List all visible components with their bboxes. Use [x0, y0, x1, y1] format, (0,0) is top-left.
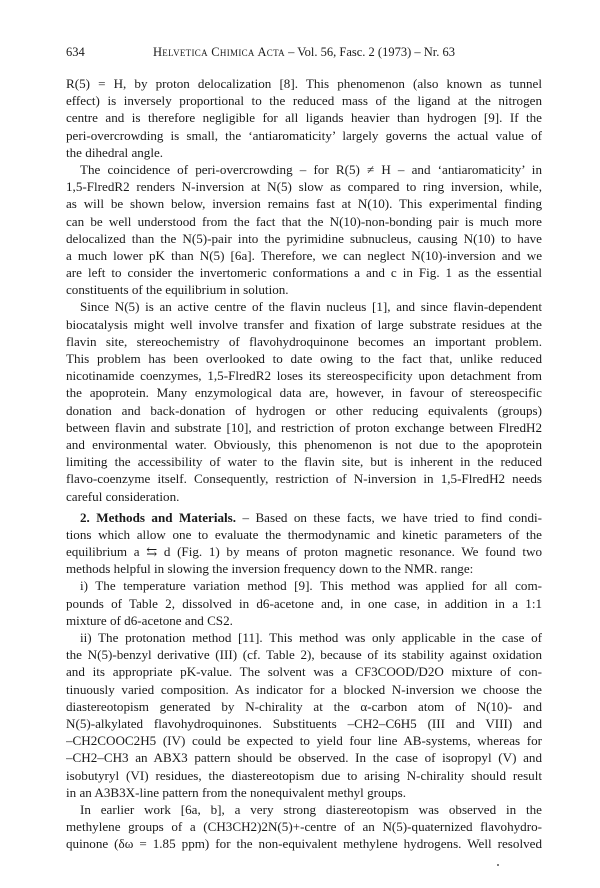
text-line: a much lower pK than N(5) [6a]. Therefore, we can neglect N(10)-inversion and we	[66, 247, 542, 263]
paragraph-7	[66, 801, 542, 853]
text-line: donation and back-donation of hydrogen or other reducing equivalents (groups)	[66, 402, 542, 418]
text-line: mixture of d6-acetone and CS2.	[66, 612, 233, 628]
text-line: between flavin and substrate [10], and restriction of proton exchange between FlredH2	[66, 419, 542, 435]
text-line: tinuously varied composition. As indicator for a blocked N-inversion we choose the	[66, 681, 542, 697]
text-line: constituents of the equilibrium in solution.	[66, 282, 289, 298]
journal-header	[66, 44, 542, 60]
text-line: limiting the accessibility of water to the flavin site, but is inherent in the reduced	[66, 454, 542, 470]
text-line: quinone (δω = 1.85 ppm) for the non-equivalent methylene hydrogens. Well resolved	[66, 836, 542, 852]
text-line: Since N(5) is an active centre of the flavin nucleus [1], and since flavin-dependent	[80, 299, 542, 315]
text-line: methods helpful in slowing the inversion frequency down to the NMR. range:	[66, 561, 474, 577]
text-line: In earlier work [6a, b], a very strong diastereotopism was observed in the	[80, 801, 542, 817]
text-line: pounds of Table 2, dissolved in d6-acetone and, in one case, in addition in a 1:1	[66, 595, 542, 611]
text-line: –CH2COOC2H5 (IV) could be expected to yield four line AB-systems, whereas for	[66, 733, 542, 749]
text-line: the N(5)-benzyl derivative (III) (cf. Table 2), because of its stability against oxidation	[66, 647, 542, 663]
text-line: tions which allow one to evaluate the thermodynamic and kinetic parameters of the	[66, 526, 542, 542]
text-line: i) The temperature variation method [9]. This method was applied for all com-	[80, 578, 542, 594]
body-text	[66, 75, 542, 852]
text-line: flavin site, stereochemistry of flavohydroquinone becomes an important problem.	[66, 333, 542, 349]
text-line: R(5) = H, by proton delocalization [8]. This phenomenon (also known as tunnel	[66, 76, 542, 91]
text-line: The coincidence of peri-overcrowding – for R(5) ≠ H – and ‘antiaromaticity’ in	[80, 161, 542, 177]
text-line: the apoprotein. Many enzymological data are, however, in favour of stereospecific	[66, 385, 542, 401]
text-line: methylene groups of a (CH3CH2)2N(5)+-centre of an N(5)-quaternized flavohydro-	[66, 819, 542, 835]
paragraph-method-i	[66, 577, 542, 629]
text-line: as will be shown below, inversion remains fast at N(10). This experimental finding	[66, 196, 542, 212]
text-line: delocalized than the N(5)-pair into the pyrimidine subnucleus, causing N(10) to have	[66, 230, 542, 246]
page-number: 634	[66, 45, 85, 59]
text-line: nicotinamide coenzymes, 1,5-FlredR2 loses its stereospecificity upon detachment from	[66, 368, 542, 384]
section-lead-text: – Based on these facts, we have tried to find condi-	[236, 509, 542, 525]
text-line: are left to consider the invertomeric conformations a and c in Fig. 1 as the essential	[66, 265, 542, 281]
text-line	[66, 509, 542, 526]
paragraph-3	[66, 298, 542, 504]
journal-name: Helvetica Chimica Acta	[152, 45, 285, 59]
paragraph-method-ii	[66, 629, 542, 801]
text-line: the dihedral angle.	[66, 144, 164, 160]
text-line: centre and is therefore negligible for all ligands heavier than hydrogen [9]. If the	[66, 110, 542, 126]
text-line: can be well understood from the fact that the N(10)-non-bonding pair is much more	[66, 213, 542, 229]
section-heading: 2. Methods and Materials.	[80, 509, 237, 525]
text-line: careful consideration.	[66, 488, 180, 504]
running-header	[66, 44, 542, 60]
text-line: –CH2–CH3 an ABX3 pattern should be observed. In the case of isopropyl (V) and	[66, 750, 542, 766]
text-line: and its appropriate pK-value. The solvent was a CF3COOD/D2O mixture of con-	[66, 664, 542, 680]
text-line: isobutyryl (VI) residues, the diastereotopism due to arising N-chirality should result	[66, 767, 542, 783]
text-line: flavo-coenzyme itself. Consequently, restriction of N-inversion in 1,5-FlredH2 needs	[66, 471, 542, 487]
text-line: equilibrium a ⇆ d (Fig. 1) by means of proton magnetic resonance. We found two	[66, 544, 542, 560]
page-speck	[497, 864, 499, 866]
paragraph-2	[66, 161, 542, 299]
text-line: biocatalysis might well involve transfer and fixation of large substrate residues at the	[66, 316, 542, 332]
paragraph-1	[66, 75, 542, 161]
text-line: N(5)-alkylated flavohydroquinones. Substituents –CH2–C6H5 (III and VIII) and	[66, 715, 542, 731]
text-line: 1,5-FlredR2 renders N-inversion at N(5) slow as compared to ring inversion, while,	[66, 179, 542, 195]
text-line: in an A3B3X-line pattern from the nonequivalent methyl groups.	[66, 784, 407, 800]
text-line: and environmental water. Obviously, this phenomenon is not due to the apoprotein	[66, 436, 542, 452]
section-methods	[66, 509, 542, 578]
text-line: diastereotopism generated by N-chirality at the α-carbon atom of N(10)- and	[66, 698, 542, 714]
text-line: peri-overcrowding is small, the ‘antiaromaticity’ largely governs the actual value of	[66, 127, 542, 143]
journal-issue: – Vol. 56, Fasc. 2 (1973) – Nr. 63	[284, 45, 456, 59]
text-line: ii) The protonation method [11]. This method was only applicable in the case of	[80, 630, 542, 645]
text-line: This problem has been overlooked to date owing to the fact that, unlike reduced	[66, 351, 542, 366]
text-line: effect) is inversely proportional to the reduced mass of the ligand at the nitrogen	[66, 93, 542, 109]
